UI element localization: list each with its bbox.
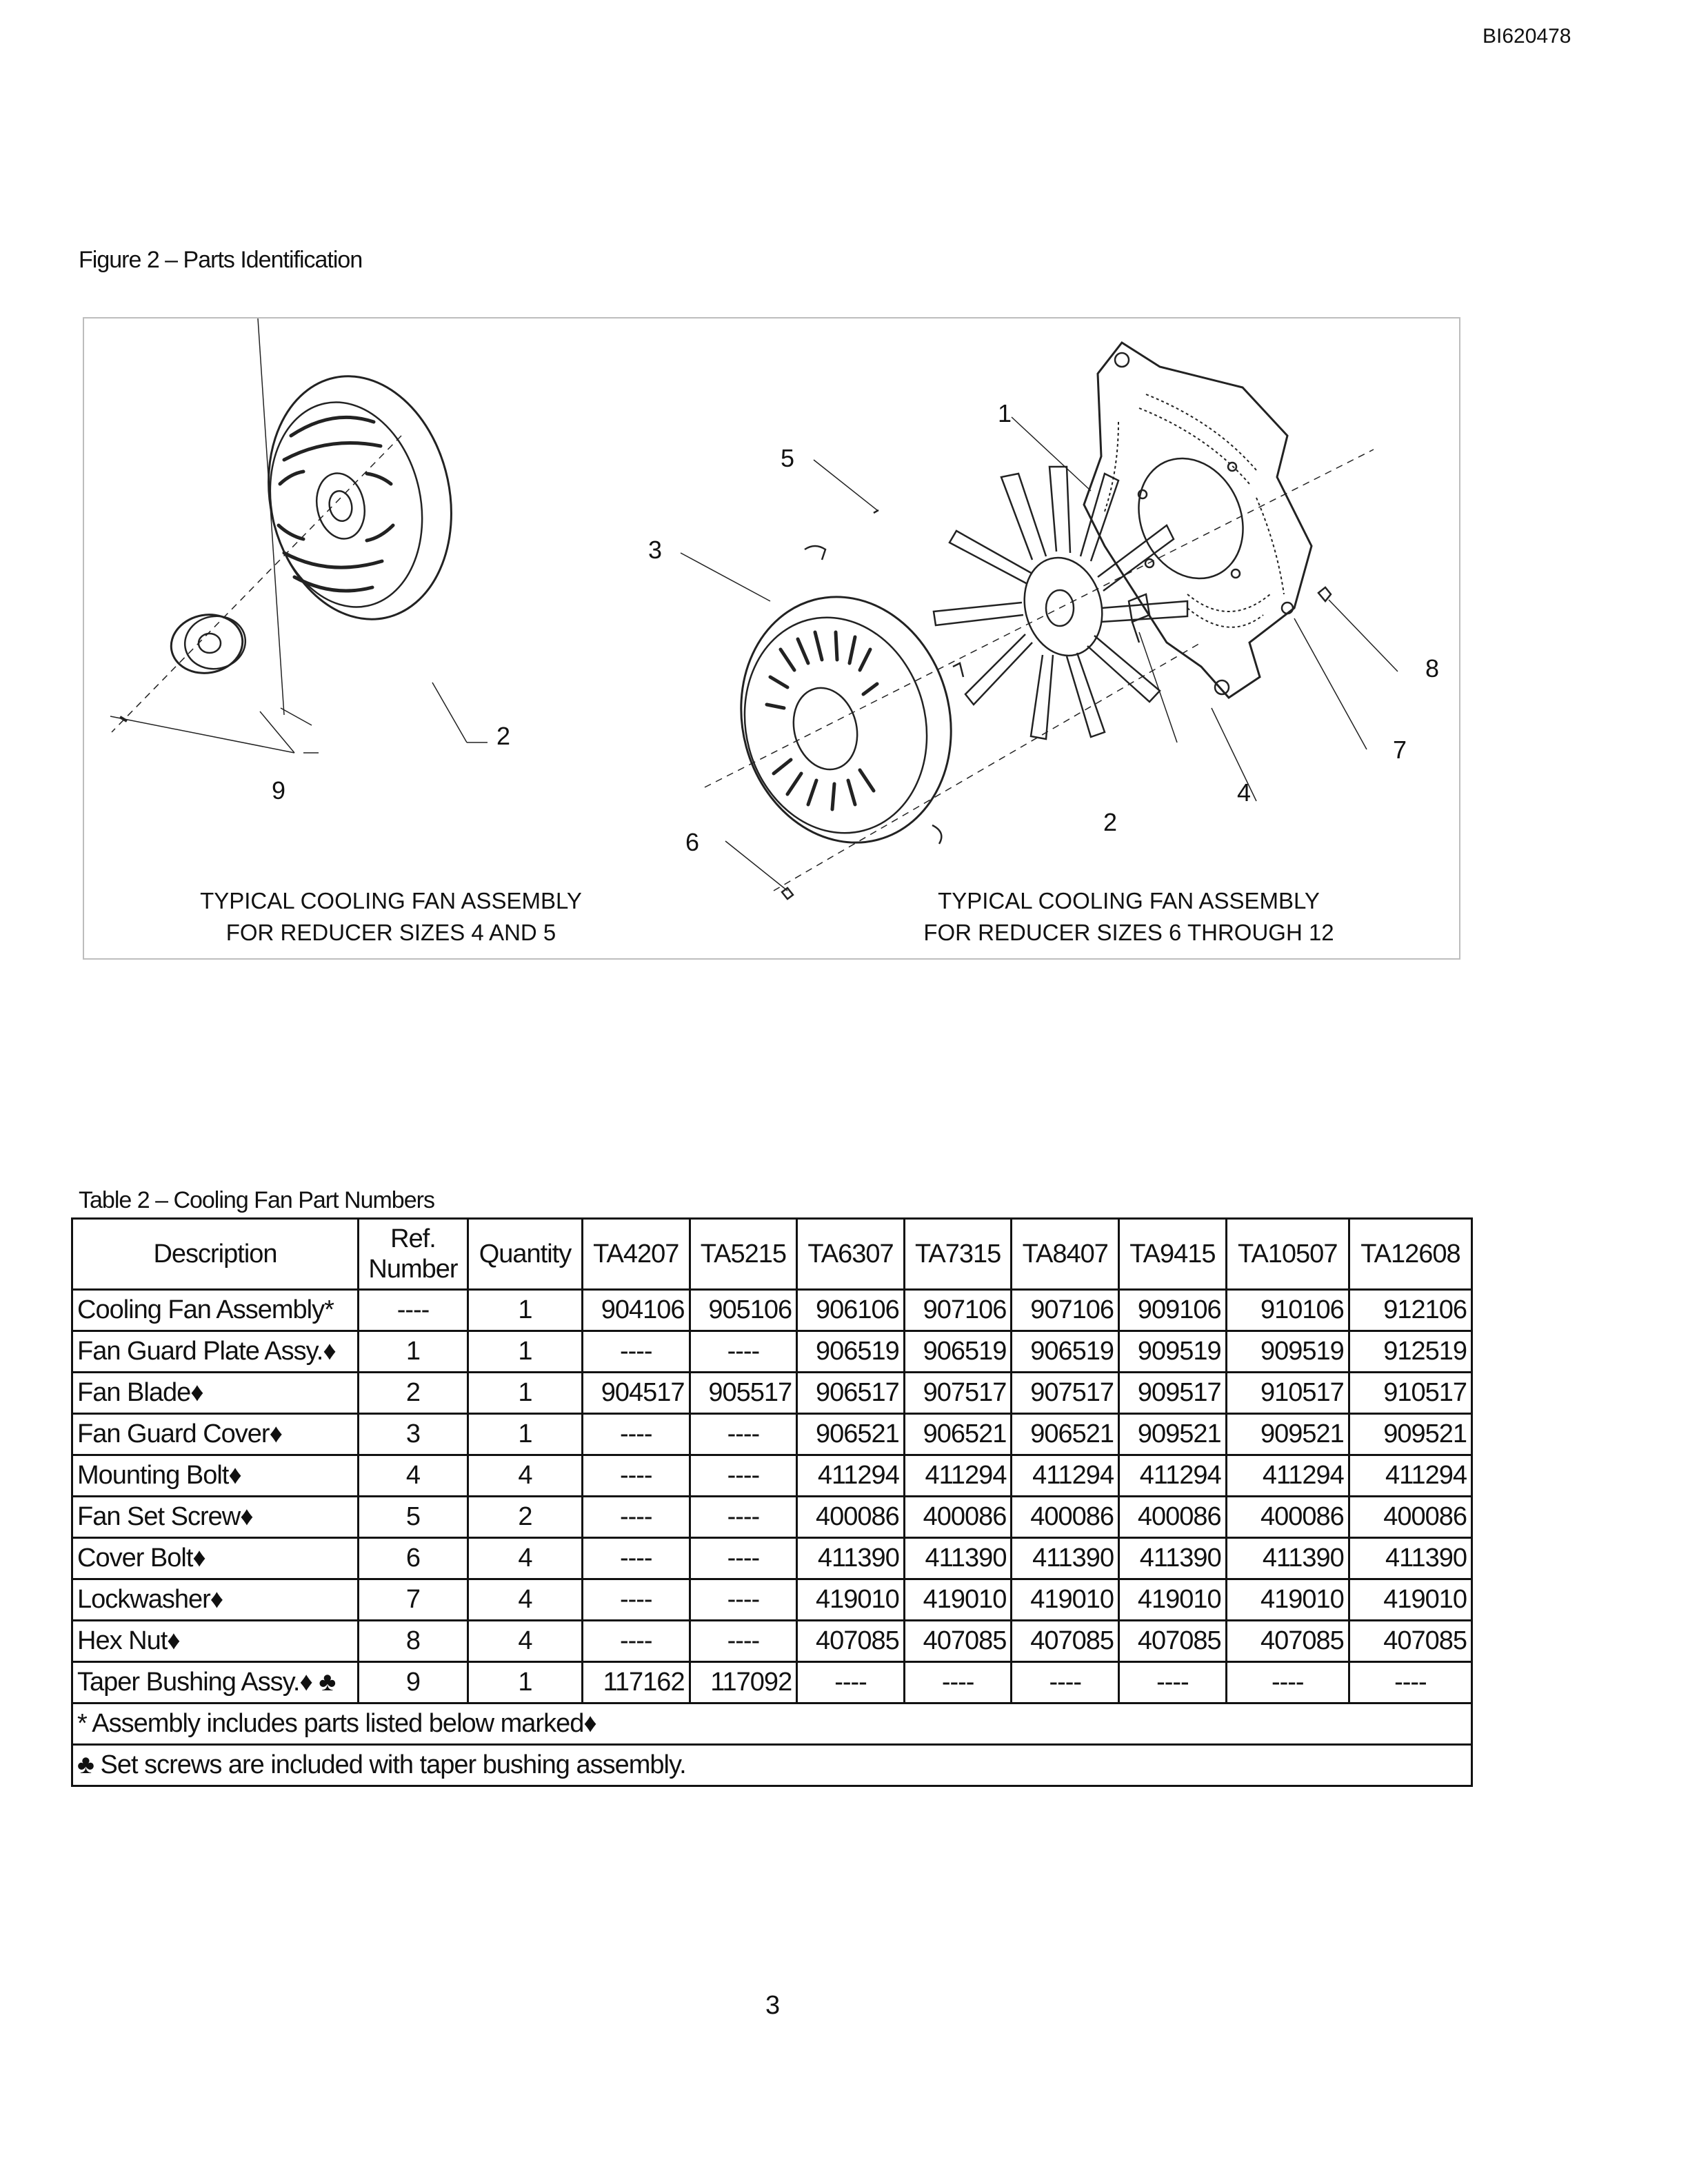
cell-part-number: ----: [690, 1331, 797, 1373]
callout-3: 3: [648, 536, 663, 564]
cell-part-number: ----: [690, 1579, 797, 1621]
header-description: Description: [72, 1219, 359, 1290]
cell-quantity: 1: [468, 1414, 583, 1455]
right-assembly-caption: [846, 885, 1411, 949]
cell-description: Taper Bushing Assy.♦ ♣: [72, 1662, 359, 1703]
cell-part-number: 411294: [1012, 1455, 1119, 1497]
cell-ref-number: 3: [359, 1414, 468, 1455]
cell-part-number: 906521: [904, 1414, 1012, 1455]
cell-quantity: 4: [468, 1621, 583, 1662]
cell-part-number: 912106: [1349, 1290, 1471, 1331]
header-model: TA9415: [1119, 1219, 1227, 1290]
cell-part-number: 909521: [1119, 1414, 1227, 1455]
header-model: TA12608: [1349, 1219, 1471, 1290]
cell-part-number: 910517: [1349, 1373, 1471, 1414]
cell-part-number: 906106: [797, 1290, 905, 1331]
cell-quantity: 4: [468, 1538, 583, 1579]
cell-part-number: ----: [582, 1455, 690, 1497]
right-small-parts-drawing: [782, 510, 1331, 899]
cell-ref-number: 7: [359, 1579, 468, 1621]
cell-part-number: ----: [690, 1497, 797, 1538]
cell-part-number: 905106: [690, 1290, 797, 1331]
cell-description: Fan Blade♦: [72, 1373, 359, 1414]
callout-7: 7: [1393, 736, 1407, 764]
cell-part-number: 400086: [1012, 1497, 1119, 1538]
figure-title: Figure 2 – Parts Identification: [79, 247, 363, 273]
cell-quantity: 2: [468, 1497, 583, 1538]
right-fan-blade-drawing: [934, 467, 1187, 739]
table-row: [72, 1455, 1472, 1497]
cell-description: Fan Set Screw♦: [72, 1497, 359, 1538]
left-caption-line-2: FOR REDUCER SIZES 4 AND 5: [225, 920, 556, 945]
table-row: [72, 1497, 1472, 1538]
cell-part-number: 407085: [904, 1621, 1012, 1662]
cell-part-number: ----: [582, 1497, 690, 1538]
table-row: [72, 1331, 1472, 1373]
left-assembly-caption: [125, 885, 656, 949]
cell-part-number: 419010: [1012, 1579, 1119, 1621]
cell-description: Mounting Bolt♦: [72, 1455, 359, 1497]
cell-part-number: 909519: [1226, 1331, 1349, 1373]
cell-part-number: 907517: [904, 1373, 1012, 1414]
cell-quantity: 1: [468, 1290, 583, 1331]
table-title: Table 2 – Cooling Fan Part Numbers: [79, 1187, 434, 1213]
cell-part-number: 906519: [904, 1331, 1012, 1373]
cell-part-number: 400086: [1119, 1497, 1227, 1538]
cell-ref-number: 9: [359, 1662, 468, 1703]
header-model: TA4207: [582, 1219, 690, 1290]
cell-part-number: 407085: [1119, 1621, 1227, 1662]
cell-part-number: ----: [690, 1621, 797, 1662]
table-note-row: [72, 1745, 1472, 1786]
table-note-row: [72, 1703, 1472, 1745]
cell-part-number: ----: [582, 1579, 690, 1621]
cell-part-number: 905517: [690, 1373, 797, 1414]
table-note: * Assembly includes parts listed below marked♦: [72, 1703, 1472, 1745]
cell-description: Cover Bolt♦: [72, 1538, 359, 1579]
header-model: TA7315: [904, 1219, 1012, 1290]
cell-part-number: 909521: [1226, 1414, 1349, 1455]
cell-part-number: 400086: [1349, 1497, 1471, 1538]
header-model: TA5215: [690, 1219, 797, 1290]
cell-part-number: 909519: [1119, 1331, 1227, 1373]
cell-part-number: 904517: [582, 1373, 690, 1414]
cell-description: Cooling Fan Assembly*: [72, 1290, 359, 1331]
cell-part-number: 411390: [1226, 1538, 1349, 1579]
cell-part-number: 407085: [797, 1621, 905, 1662]
cell-part-number: 906521: [1012, 1414, 1119, 1455]
right-fan-guard-cover-drawing: [714, 546, 978, 867]
cell-part-number: 906519: [797, 1331, 905, 1373]
cell-part-number: 117162: [582, 1662, 690, 1703]
figure-box: [83, 317, 1460, 960]
cell-part-number: 909517: [1119, 1373, 1227, 1414]
cell-part-number: ----: [1012, 1662, 1119, 1703]
cell-part-number: 400086: [797, 1497, 905, 1538]
cell-part-number: 910517: [1226, 1373, 1349, 1414]
header-model: TA6307: [797, 1219, 905, 1290]
table-row: [72, 1538, 1472, 1579]
cell-part-number: ----: [1226, 1662, 1349, 1703]
callout-6: 6: [685, 828, 700, 856]
parts-illustration: [84, 318, 1459, 958]
cell-part-number: 411294: [904, 1455, 1012, 1497]
cell-part-number: 407085: [1226, 1621, 1349, 1662]
cell-part-number: 411294: [1226, 1455, 1349, 1497]
table-note: ♣ Set screws are included with taper bushing assembly.: [72, 1745, 1472, 1786]
cell-part-number: 419010: [1226, 1579, 1349, 1621]
cell-ref-number: 5: [359, 1497, 468, 1538]
callout-left-9: 9: [272, 776, 286, 805]
table-row: [72, 1621, 1472, 1662]
cell-part-number: 419010: [1349, 1579, 1471, 1621]
cell-part-number: 909106: [1119, 1290, 1227, 1331]
cell-part-number: ----: [582, 1331, 690, 1373]
figure-callouts: [272, 399, 1439, 856]
header-ref-number: [359, 1219, 468, 1290]
cell-description: Lockwasher♦: [72, 1579, 359, 1621]
cell-quantity: 4: [468, 1579, 583, 1621]
cell-quantity: 1: [468, 1331, 583, 1373]
cell-part-number: ----: [690, 1455, 797, 1497]
cell-quantity: 1: [468, 1373, 583, 1414]
cell-quantity: 4: [468, 1455, 583, 1497]
cell-part-number: ----: [1349, 1662, 1471, 1703]
cell-ref-number: 1: [359, 1331, 468, 1373]
header-ref-line-1: Ref.: [390, 1224, 436, 1253]
table-header-row: [72, 1219, 1472, 1290]
cell-part-number: ----: [582, 1621, 690, 1662]
cell-part-number: 912519: [1349, 1331, 1471, 1373]
cell-part-number: ----: [690, 1538, 797, 1579]
cell-part-number: 907106: [1012, 1290, 1119, 1331]
callout-1: 1: [998, 399, 1012, 427]
callout-8: 8: [1425, 654, 1440, 682]
cell-part-number: ----: [797, 1662, 905, 1703]
cell-ref-number: 6: [359, 1538, 468, 1579]
cell-part-number: 419010: [1119, 1579, 1227, 1621]
cell-description: Hex Nut♦: [72, 1621, 359, 1662]
cell-part-number: 907517: [1012, 1373, 1119, 1414]
cell-part-number: 909521: [1349, 1414, 1471, 1455]
cell-part-number: 907106: [904, 1290, 1012, 1331]
cell-part-number: 411390: [1012, 1538, 1119, 1579]
callout-4: 4: [1237, 778, 1252, 807]
cell-part-number: 906519: [1012, 1331, 1119, 1373]
callout-2: 2: [1103, 808, 1118, 836]
cell-part-number: 411390: [1349, 1538, 1471, 1579]
cell-description: Fan Guard Plate Assy.♦: [72, 1331, 359, 1373]
header-model: TA8407: [1012, 1219, 1119, 1290]
cell-part-number: 407085: [1349, 1621, 1471, 1662]
cell-quantity: 1: [468, 1662, 583, 1703]
document-id: BI620478: [1483, 25, 1571, 48]
page-number: 3: [765, 1991, 781, 2020]
cell-part-number: ----: [1119, 1662, 1227, 1703]
left-taper-bushing-drawing: [166, 609, 249, 679]
cell-part-number: 910106: [1226, 1290, 1349, 1331]
cell-part-number: 411294: [797, 1455, 905, 1497]
cell-part-number: 411390: [1119, 1538, 1227, 1579]
table-row: [72, 1414, 1472, 1455]
cell-part-number: ----: [582, 1414, 690, 1455]
cell-part-number: 906521: [797, 1414, 905, 1455]
cooling-fan-parts-table: [71, 1217, 1473, 1787]
left-fan-guard-drawing: [247, 359, 473, 636]
left-caption-line-1: TYPICAL COOLING FAN ASSEMBLY: [200, 888, 582, 913]
cell-part-number: 411294: [1119, 1455, 1227, 1497]
table-row: [72, 1579, 1472, 1621]
cell-part-number: 117092: [690, 1662, 797, 1703]
cell-description: Fan Guard Cover♦: [72, 1414, 359, 1455]
cell-part-number: 400086: [904, 1497, 1012, 1538]
header-quantity: Quantity: [468, 1219, 583, 1290]
cell-part-number: 407085: [1012, 1621, 1119, 1662]
cell-part-number: 411390: [904, 1538, 1012, 1579]
table-row: [72, 1290, 1472, 1331]
cell-part-number: 419010: [904, 1579, 1012, 1621]
cell-part-number: ----: [904, 1662, 1012, 1703]
table-row: [72, 1662, 1472, 1703]
cell-part-number: ----: [582, 1538, 690, 1579]
right-caption-line-2: FOR REDUCER SIZES 6 THROUGH 12: [923, 920, 1334, 945]
right-caption-line-1: TYPICAL COOLING FAN ASSEMBLY: [938, 888, 1320, 913]
cell-part-number: 419010: [797, 1579, 905, 1621]
header-model: TA10507: [1226, 1219, 1349, 1290]
cell-ref-number: 2: [359, 1373, 468, 1414]
cell-ref-number: ----: [359, 1290, 468, 1331]
cell-part-number: 411294: [1349, 1455, 1471, 1497]
callout-left-2: 2: [496, 722, 511, 750]
cell-ref-number: 8: [359, 1621, 468, 1662]
cell-part-number: 904106: [582, 1290, 690, 1331]
header-ref-line-2: Number: [368, 1255, 458, 1284]
cell-part-number: 906517: [797, 1373, 905, 1414]
cell-part-number: ----: [690, 1414, 797, 1455]
cell-part-number: 400086: [1226, 1497, 1349, 1538]
cell-ref-number: 4: [359, 1455, 468, 1497]
table-row: [72, 1373, 1472, 1414]
callout-5: 5: [781, 444, 795, 472]
cell-part-number: 411390: [797, 1538, 905, 1579]
